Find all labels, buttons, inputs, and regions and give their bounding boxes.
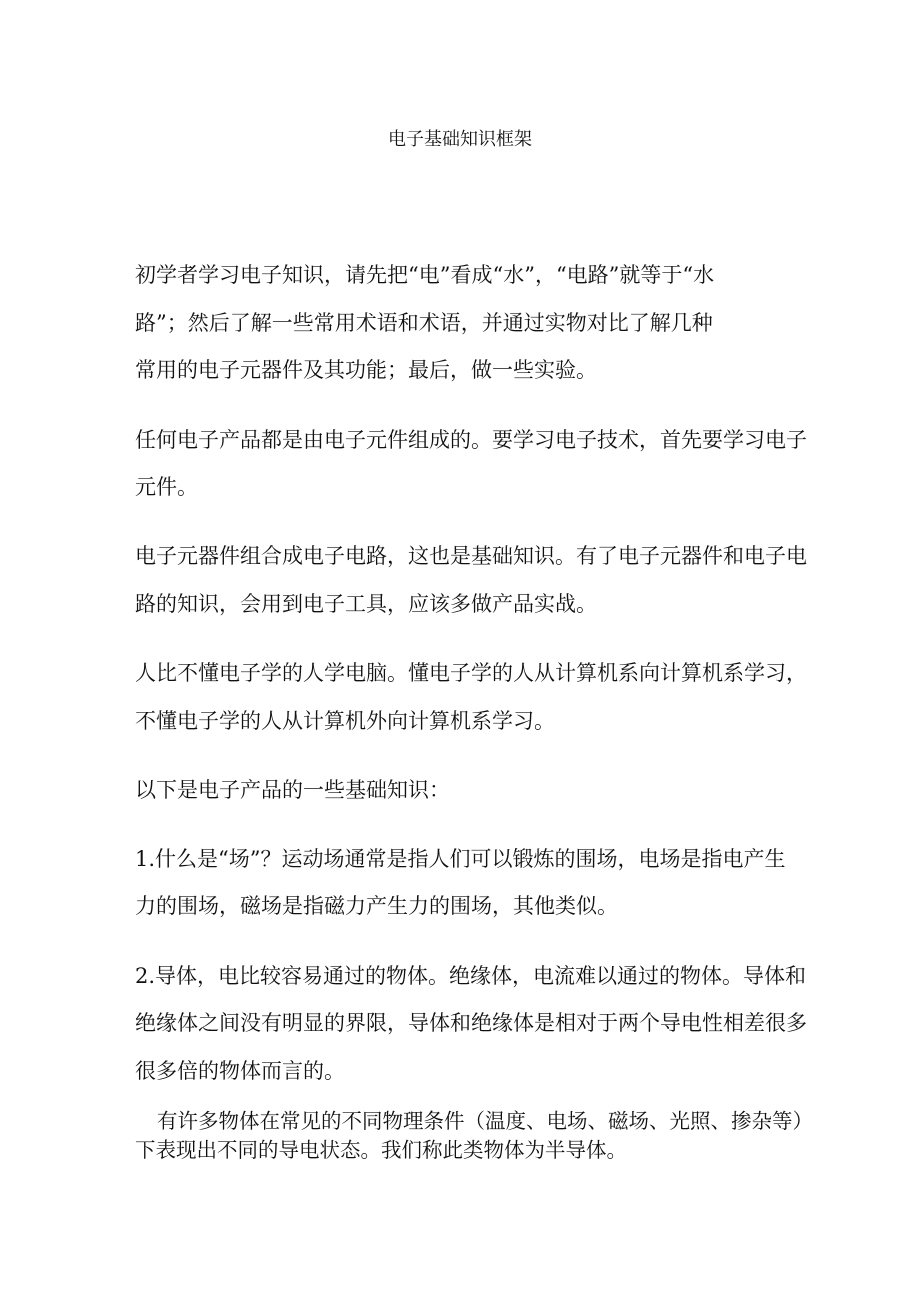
paragraph-3-line-2: 路的知识，会用到电子工具，应该多做产品实战。 bbox=[135, 592, 597, 616]
paragraph-5-line-1: 以下是电子产品的一些基础知识： bbox=[135, 778, 450, 802]
paragraph-3-line-1: 电子元器件组合成电子电路，这也是基础知识。有了电子元器件和电子电 bbox=[135, 544, 807, 568]
paragraph-4-line-1: 人比不懂电子学的人学电脑。懂电子学的人从计算机系向计算机系学习， bbox=[135, 661, 807, 685]
item-2-line-1: 2.导体，电比较容易通过的物体。绝缘体，电流难以通过的物体。导体和 bbox=[135, 964, 807, 988]
item-1-line-1: 1.什么是“场”？运动场通常是指人们可以锻炼的围场，电场是指电产生 bbox=[135, 847, 786, 871]
item-2-line-2: 绝缘体之间没有明显的界限，导体和绝缘体是相对于两个导电性相差很多 bbox=[135, 1011, 807, 1035]
item-1-line-2: 力的围场，磁场是指磁力产生力的围场，其他类似。 bbox=[135, 894, 618, 918]
paragraph-4-line-2: 不懂电子学的人从计算机外向计算机系学习。 bbox=[135, 709, 555, 733]
paragraph-1-line-2: 路”；然后了解一些常用术语和术语，并通过实物对比了解几种 bbox=[135, 311, 713, 335]
paragraph-1-line-1: 初学者学习电子知识，请先把“电”看成“水”，“电路”就等于“水 bbox=[135, 263, 715, 287]
paragraph-6-line-2: 下表现出不同的导电状态。我们称此类物体为半导体。 bbox=[135, 1138, 627, 1162]
page-title: 电子基础知识框架 bbox=[388, 129, 532, 150]
item-2-line-3: 很多倍的物体而言的。 bbox=[135, 1059, 345, 1083]
paragraph-6-line-1: 有许多物体在常见的不同物理条件（温度、电场、磁场、光照、掺杂等） bbox=[157, 1109, 813, 1133]
paragraph-2-line-1: 任何电子产品都是由电子元件组成的。要学习电子技术，首先要学习电子 bbox=[135, 428, 807, 452]
paragraph-1-line-3: 常用的电子元器件及其功能；最后，做一些实验。 bbox=[135, 358, 597, 382]
paragraph-2-line-2: 元件。 bbox=[135, 475, 198, 499]
